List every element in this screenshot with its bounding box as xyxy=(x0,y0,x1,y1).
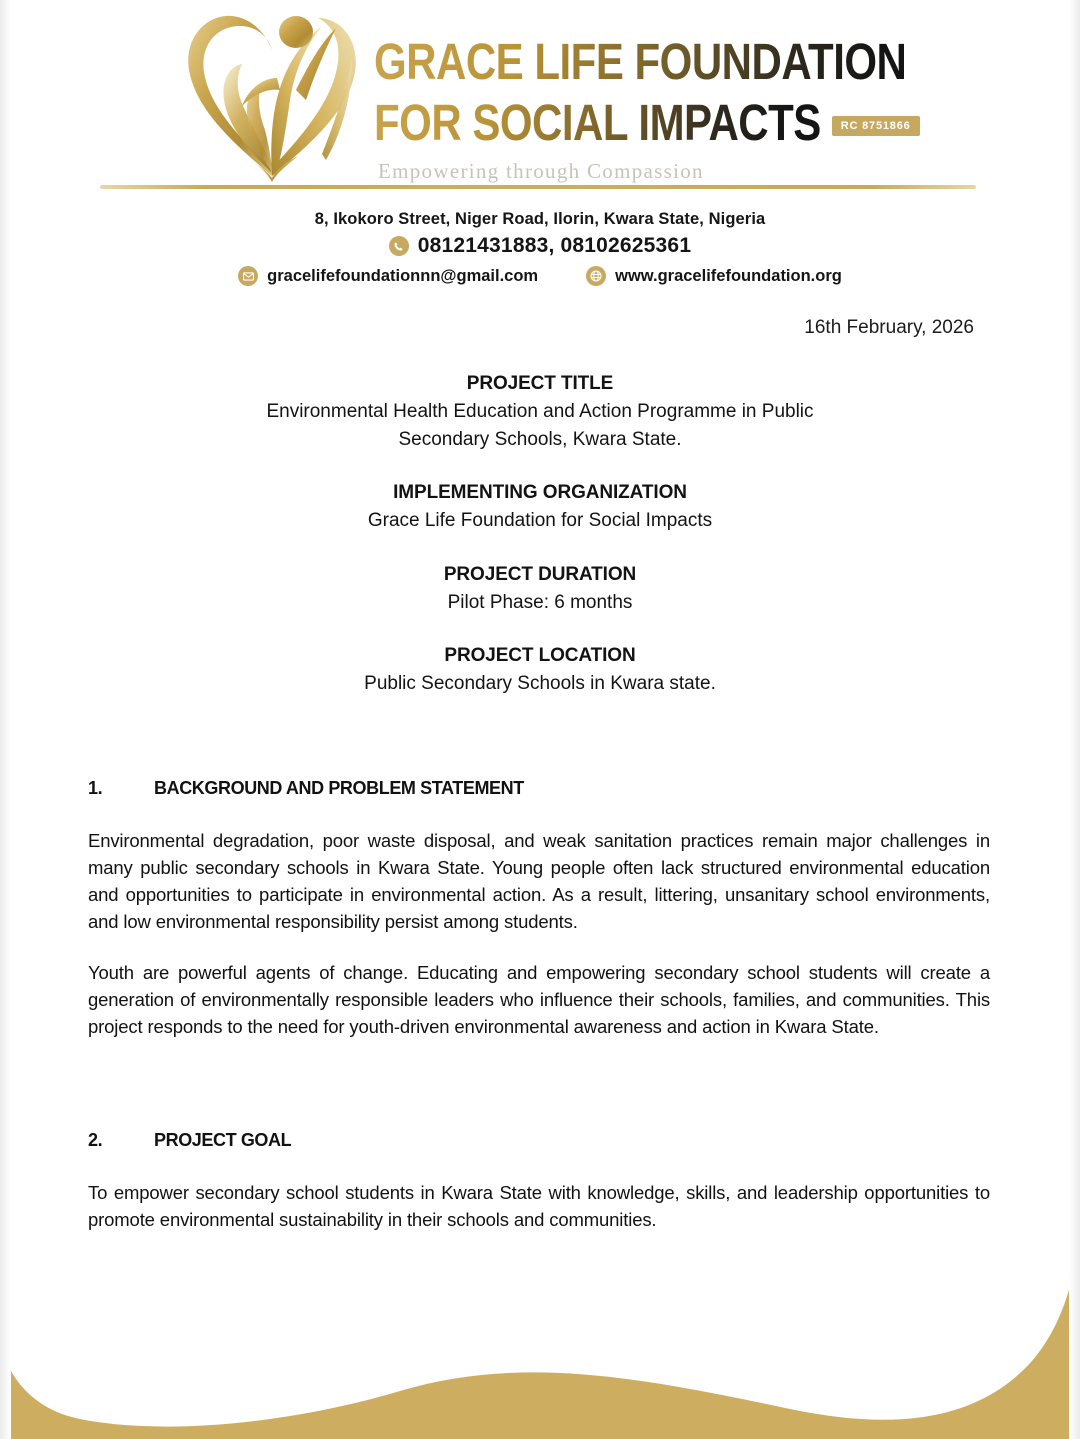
contact-phone-row xyxy=(0,234,1080,258)
section-spacer xyxy=(88,1040,990,1130)
project-title-heading: PROJECT TITLE xyxy=(466,373,614,394)
logo-row xyxy=(0,4,1080,184)
footer-gold-swoosh xyxy=(0,1269,1080,1439)
project-duration-value: Pilot Phase: 6 months xyxy=(447,591,633,613)
heart-figure-logo-icon xyxy=(176,4,368,184)
wordmark xyxy=(374,34,920,184)
letterhead-header xyxy=(0,0,1080,182)
globe-icon xyxy=(586,266,606,286)
implementing-organization-group xyxy=(0,479,1080,535)
contact-address: 8, Ikokoro Street, Niger Road, Ilorin, Kwara State, Nigeria xyxy=(314,210,766,228)
envelope-icon xyxy=(238,266,258,286)
section-2-heading xyxy=(88,1130,990,1151)
phone-icon xyxy=(389,236,409,256)
rc-registration-badge: RC 8751866 xyxy=(832,116,920,136)
contact-block xyxy=(0,210,1080,286)
org-name-line-1: GRACE LIFE FOUNDATION xyxy=(374,34,920,89)
section-2-paragraph-1: To empower secondary school students in Kwara State with knowledge, skills, and leadership opportunities to promote environmental sustainability in their schools and communities. xyxy=(88,1181,990,1230)
project-location-group xyxy=(0,642,1080,698)
section-2-title: PROJECT GOAL xyxy=(154,1129,292,1150)
implementing-organization-value: Grace Life Foundation for Social Impacts xyxy=(367,510,713,531)
gold-divider-rule xyxy=(100,185,976,189)
org-name-line-2: FOR SOCIAL IMPACTS xyxy=(374,93,821,152)
section-2-number: 2. xyxy=(88,1129,103,1150)
project-location-heading: PROJECT LOCATION xyxy=(444,645,636,666)
contact-email: gracelifefoundationnn@gmail.com xyxy=(267,266,539,285)
project-location-value: Public Secondary Schools in Kwara state. xyxy=(364,673,716,694)
section-1-number: 1. xyxy=(88,777,103,798)
project-title-value: Environmental Health Education and Action Programme in Public Secondary Schools, Kwara State. xyxy=(266,401,814,450)
implementing-organization-heading: IMPLEMENTING ORGANIZATION xyxy=(393,482,687,503)
section-background-and-problem-statement xyxy=(88,778,990,1040)
document-body xyxy=(0,778,1080,1233)
org-tagline: Empowering through Compassion xyxy=(378,159,704,183)
contact-phone: 08121431883, 08102625361 xyxy=(417,234,692,257)
contact-net-row xyxy=(0,266,1080,286)
project-summary-block xyxy=(0,370,1080,698)
project-duration-heading: PROJECT DURATION xyxy=(443,563,637,585)
section-project-goal xyxy=(88,1130,990,1233)
document-date: 16th February, 2026 xyxy=(804,317,974,338)
section-1-heading xyxy=(88,778,990,799)
contact-website: www.gracelifefoundation.org xyxy=(615,266,842,285)
project-title-group xyxy=(0,370,1080,453)
project-duration-group xyxy=(0,561,1080,617)
section-1-paragraph-2: Youth are powerful agents of change. Educating and empowering secondary school students will create a generation of environmentally responsible leaders who influence their schools, families, and communities. This project responds to the need for youth-driven environmental awareness and action in Kwara State. xyxy=(88,961,990,1037)
section-1-title: BACKGROUND AND PROBLEM STATEMENT xyxy=(154,777,524,798)
section-1-paragraph-1: Environmental degradation, poor waste disposal, and weak sanitation practices remain major challenges in many public secondary schools in Kwara State. Young people often lack structured environmental education and opportunities to participate in environmental action. As a result, littering, unsanitary school environments, and low environmental responsibility persist among students. xyxy=(88,829,990,932)
